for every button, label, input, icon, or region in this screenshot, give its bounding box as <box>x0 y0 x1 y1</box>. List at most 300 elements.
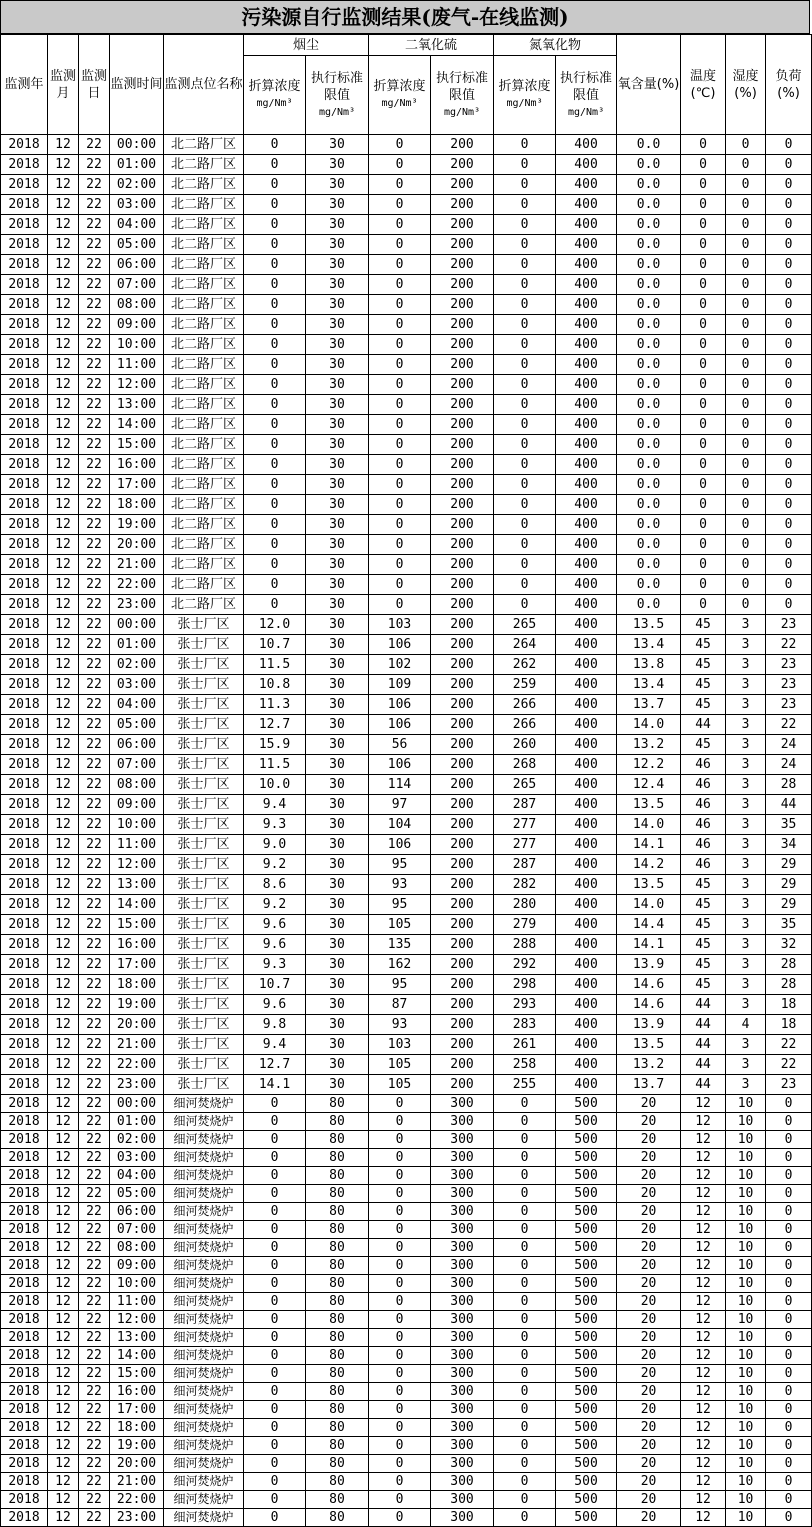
cell-oxygen: 20 <box>617 1419 681 1437</box>
table-row <box>1 835 812 855</box>
cell-oxygen: 0.0 <box>617 575 681 595</box>
table-row <box>1 535 812 555</box>
cell-dust-limit: 80 <box>306 1131 369 1149</box>
header-oxygen: 氧含量(%) <box>617 35 681 135</box>
cell-nox-limit: 400 <box>556 655 617 675</box>
cell-year: 2018 <box>1 975 48 995</box>
cell-humidity: 3 <box>726 1035 766 1055</box>
cell-so2-conc: 103 <box>369 615 431 635</box>
cell-month: 12 <box>48 1383 79 1401</box>
cell-humidity: 0 <box>726 495 766 515</box>
cell-humidity: 0 <box>726 275 766 295</box>
cell-oxygen: 13.5 <box>617 1035 681 1055</box>
cell-day: 22 <box>79 1055 110 1075</box>
cell-month: 12 <box>48 395 79 415</box>
cell-nox-limit: 400 <box>556 455 617 475</box>
cell-dust-limit: 30 <box>306 735 369 755</box>
cell-dust-limit: 80 <box>306 1239 369 1257</box>
cell-humidity: 0 <box>726 375 766 395</box>
cell-nox-limit: 400 <box>556 415 617 435</box>
cell-so2-conc: 0 <box>369 475 431 495</box>
cell-time: 23:00 <box>110 1075 164 1095</box>
table-row <box>1 375 812 395</box>
cell-nox-conc: 0 <box>494 1095 556 1113</box>
cell-so2-limit: 200 <box>431 375 494 395</box>
cell-dust-conc: 0 <box>244 1275 306 1293</box>
cell-humidity: 0 <box>726 395 766 415</box>
cell-humidity: 10 <box>726 1329 766 1347</box>
cell-load: 0 <box>766 1113 812 1131</box>
cell-temperature: 0 <box>681 315 726 335</box>
cell-site: 张士厂区 <box>164 795 244 815</box>
cell-dust-conc: 0 <box>244 255 306 275</box>
cell-dust-conc: 10.8 <box>244 675 306 695</box>
cell-load: 0 <box>766 515 812 535</box>
cell-so2-conc: 0 <box>369 1473 431 1491</box>
cell-day: 22 <box>79 135 110 155</box>
cell-so2-conc: 0 <box>369 1131 431 1149</box>
cell-nox-limit: 400 <box>556 555 617 575</box>
table-row <box>1 875 812 895</box>
cell-oxygen: 12.4 <box>617 775 681 795</box>
cell-load: 22 <box>766 715 812 735</box>
cell-dust-conc: 8.6 <box>244 875 306 895</box>
cell-time: 21:00 <box>110 555 164 575</box>
cell-so2-conc: 93 <box>369 1015 431 1035</box>
cell-so2-conc: 0 <box>369 555 431 575</box>
cell-nox-conc: 0 <box>494 1293 556 1311</box>
cell-dust-limit: 80 <box>306 1167 369 1185</box>
cell-nox-conc: 0 <box>494 1239 556 1257</box>
cell-dust-conc: 0 <box>244 1419 306 1437</box>
table-row <box>1 275 812 295</box>
cell-year: 2018 <box>1 815 48 835</box>
cell-so2-conc: 0 <box>369 1275 431 1293</box>
cell-dust-limit: 30 <box>306 675 369 695</box>
cell-year: 2018 <box>1 275 48 295</box>
cell-site: 张士厂区 <box>164 915 244 935</box>
cell-temperature: 46 <box>681 835 726 855</box>
cell-nox-conc: 277 <box>494 815 556 835</box>
cell-nox-conc: 260 <box>494 735 556 755</box>
cell-dust-limit: 30 <box>306 155 369 175</box>
cell-day: 22 <box>79 1075 110 1095</box>
cell-oxygen: 20 <box>617 1455 681 1473</box>
cell-humidity: 0 <box>726 315 766 335</box>
cell-time: 15:00 <box>110 435 164 455</box>
cell-humidity: 0 <box>726 595 766 615</box>
cell-temperature: 0 <box>681 595 726 615</box>
cell-year: 2018 <box>1 1437 48 1455</box>
cell-nox-conc: 0 <box>494 215 556 235</box>
cell-nox-limit: 400 <box>556 235 617 255</box>
cell-day: 22 <box>79 1419 110 1437</box>
cell-month: 12 <box>48 755 79 775</box>
cell-month: 12 <box>48 895 79 915</box>
cell-site: 北二路厂区 <box>164 255 244 275</box>
table-row <box>1 555 812 575</box>
cell-dust-conc: 0 <box>244 395 306 415</box>
cell-temperature: 44 <box>681 715 726 735</box>
cell-site: 张士厂区 <box>164 1075 244 1095</box>
cell-day: 22 <box>79 735 110 755</box>
cell-nox-limit: 400 <box>556 615 617 635</box>
cell-time: 17:00 <box>110 475 164 495</box>
table-row <box>1 255 812 275</box>
cell-nox-limit: 400 <box>556 515 617 535</box>
cell-site: 细河焚烧炉 <box>164 1509 244 1527</box>
cell-nox-limit: 500 <box>556 1329 617 1347</box>
cell-so2-limit: 200 <box>431 455 494 475</box>
cell-year: 2018 <box>1 775 48 795</box>
cell-month: 12 <box>48 1329 79 1347</box>
cell-time: 07:00 <box>110 755 164 775</box>
cell-year: 2018 <box>1 935 48 955</box>
cell-month: 12 <box>48 775 79 795</box>
cell-site: 张士厂区 <box>164 955 244 975</box>
cell-day: 22 <box>79 395 110 415</box>
cell-load: 0 <box>766 255 812 275</box>
cell-dust-limit: 30 <box>306 395 369 415</box>
cell-dust-limit: 30 <box>306 955 369 975</box>
cell-load: 29 <box>766 895 812 915</box>
cell-time: 06:00 <box>110 735 164 755</box>
cell-time: 01:00 <box>110 1113 164 1131</box>
cell-humidity: 10 <box>726 1311 766 1329</box>
header-so2: 二氧化硫 <box>369 35 494 56</box>
cell-humidity: 10 <box>726 1239 766 1257</box>
cell-temperature: 12 <box>681 1185 726 1203</box>
cell-nox-conc: 0 <box>494 1167 556 1185</box>
table-row <box>1 1329 812 1347</box>
cell-day: 22 <box>79 895 110 915</box>
cell-year: 2018 <box>1 755 48 775</box>
table-row <box>1 855 812 875</box>
cell-load: 23 <box>766 675 812 695</box>
cell-nox-conc: 0 <box>494 535 556 555</box>
limit-label: 执行标准限值 <box>436 70 489 103</box>
cell-oxygen: 13.7 <box>617 695 681 715</box>
cell-dust-conc: 0 <box>244 275 306 295</box>
cell-so2-conc: 0 <box>369 1149 431 1167</box>
cell-temperature: 44 <box>681 995 726 1015</box>
cell-humidity: 10 <box>726 1149 766 1167</box>
cell-nox-limit: 400 <box>556 535 617 555</box>
cell-year: 2018 <box>1 695 48 715</box>
header-year: 监测年 <box>1 35 48 135</box>
conc-label: 折算浓度 <box>373 79 426 94</box>
cell-year: 2018 <box>1 995 48 1015</box>
cell-nox-conc: 0 <box>494 1401 556 1419</box>
table-row <box>1 175 812 195</box>
cell-nox-conc: 0 <box>494 1311 556 1329</box>
cell-load: 0 <box>766 1455 812 1473</box>
cell-day: 22 <box>79 1329 110 1347</box>
cell-day: 22 <box>79 1239 110 1257</box>
cell-nox-conc: 0 <box>494 135 556 155</box>
cell-year: 2018 <box>1 1347 48 1365</box>
cell-temperature: 45 <box>681 915 726 935</box>
cell-day: 22 <box>79 275 110 295</box>
cell-load: 18 <box>766 1015 812 1035</box>
cell-temperature: 45 <box>681 695 726 715</box>
cell-site: 北二路厂区 <box>164 475 244 495</box>
cell-month: 12 <box>48 595 79 615</box>
cell-temperature: 46 <box>681 755 726 775</box>
cell-load: 18 <box>766 995 812 1015</box>
cell-oxygen: 20 <box>617 1167 681 1185</box>
cell-time: 15:00 <box>110 915 164 935</box>
monitoring-table <box>0 34 812 1527</box>
cell-site: 张士厂区 <box>164 835 244 855</box>
cell-time: 03:00 <box>110 195 164 215</box>
table-row <box>1 715 812 735</box>
cell-year: 2018 <box>1 435 48 455</box>
cell-so2-limit: 200 <box>431 615 494 635</box>
cell-dust-conc: 0 <box>244 1491 306 1509</box>
cell-month: 12 <box>48 855 79 875</box>
cell-time: 19:00 <box>110 515 164 535</box>
cell-year: 2018 <box>1 675 48 695</box>
cell-so2-limit: 300 <box>431 1509 494 1527</box>
cell-load: 0 <box>766 395 812 415</box>
cell-so2-limit: 200 <box>431 975 494 995</box>
cell-so2-conc: 105 <box>369 915 431 935</box>
cell-month: 12 <box>48 735 79 755</box>
cell-year: 2018 <box>1 1383 48 1401</box>
cell-temperature: 12 <box>681 1437 726 1455</box>
cell-temperature: 45 <box>681 615 726 635</box>
header-time: 监测时间 <box>110 35 164 135</box>
cell-year: 2018 <box>1 295 48 315</box>
cell-humidity: 10 <box>726 1293 766 1311</box>
cell-year: 2018 <box>1 1149 48 1167</box>
cell-site: 北二路厂区 <box>164 375 244 395</box>
cell-humidity: 0 <box>726 295 766 315</box>
cell-humidity: 3 <box>726 635 766 655</box>
cell-oxygen: 14.0 <box>617 815 681 835</box>
cell-day: 22 <box>79 315 110 335</box>
cell-time: 01:00 <box>110 635 164 655</box>
cell-dust-limit: 80 <box>306 1293 369 1311</box>
cell-so2-limit: 200 <box>431 715 494 735</box>
cell-nox-limit: 500 <box>556 1221 617 1239</box>
cell-so2-conc: 95 <box>369 895 431 915</box>
cell-year: 2018 <box>1 835 48 855</box>
cell-site: 细河焚烧炉 <box>164 1473 244 1491</box>
cell-day: 22 <box>79 675 110 695</box>
cell-dust-limit: 80 <box>306 1401 369 1419</box>
cell-oxygen: 20 <box>617 1509 681 1527</box>
cell-time: 12:00 <box>110 855 164 875</box>
cell-humidity: 0 <box>726 555 766 575</box>
cell-day: 22 <box>79 415 110 435</box>
cell-month: 12 <box>48 695 79 715</box>
cell-oxygen: 20 <box>617 1149 681 1167</box>
cell-time: 05:00 <box>110 235 164 255</box>
cell-oxygen: 14.1 <box>617 835 681 855</box>
cell-nox-limit: 500 <box>556 1239 617 1257</box>
cell-temperature: 45 <box>681 655 726 675</box>
cell-time: 07:00 <box>110 275 164 295</box>
cell-nox-conc: 0 <box>494 1275 556 1293</box>
cell-so2-limit: 200 <box>431 355 494 375</box>
cell-year: 2018 <box>1 1185 48 1203</box>
cell-nox-conc: 280 <box>494 895 556 915</box>
cell-site: 张士厂区 <box>164 1055 244 1075</box>
cell-load: 0 <box>766 215 812 235</box>
cell-nox-limit: 500 <box>556 1419 617 1437</box>
cell-dust-limit: 30 <box>306 175 369 195</box>
cell-year: 2018 <box>1 535 48 555</box>
cell-year: 2018 <box>1 1203 48 1221</box>
cell-day: 22 <box>79 975 110 995</box>
cell-humidity: 3 <box>726 675 766 695</box>
cell-year: 2018 <box>1 1419 48 1437</box>
cell-month: 12 <box>48 355 79 375</box>
cell-nox-conc: 255 <box>494 1075 556 1095</box>
cell-temperature: 12 <box>681 1203 726 1221</box>
cell-day: 22 <box>79 155 110 175</box>
cell-oxygen: 0.0 <box>617 175 681 195</box>
cell-dust-limit: 80 <box>306 1491 369 1509</box>
cell-dust-limit: 30 <box>306 875 369 895</box>
cell-temperature: 0 <box>681 555 726 575</box>
cell-nox-conc: 259 <box>494 675 556 695</box>
cell-month: 12 <box>48 815 79 835</box>
cell-oxygen: 0.0 <box>617 375 681 395</box>
cell-nox-conc: 279 <box>494 915 556 935</box>
cell-dust-conc: 9.8 <box>244 1015 306 1035</box>
cell-load: 0 <box>766 1365 812 1383</box>
cell-so2-limit: 300 <box>431 1419 494 1437</box>
cell-year: 2018 <box>1 375 48 395</box>
cell-month: 12 <box>48 1455 79 1473</box>
cell-month: 12 <box>48 1203 79 1221</box>
cell-year: 2018 <box>1 955 48 975</box>
cell-dust-limit: 30 <box>306 755 369 775</box>
cell-nox-conc: 0 <box>494 1149 556 1167</box>
cell-site: 张士厂区 <box>164 1015 244 1035</box>
cell-temperature: 0 <box>681 495 726 515</box>
cell-so2-limit: 300 <box>431 1185 494 1203</box>
cell-nox-limit: 400 <box>556 695 617 715</box>
cell-dust-conc: 0 <box>244 575 306 595</box>
cell-time: 03:00 <box>110 1149 164 1167</box>
cell-day: 22 <box>79 815 110 835</box>
cell-humidity: 3 <box>726 755 766 775</box>
cell-year: 2018 <box>1 1035 48 1055</box>
cell-dust-conc: 9.2 <box>244 895 306 915</box>
cell-month: 12 <box>48 1015 79 1035</box>
table-row <box>1 1167 812 1185</box>
cell-time: 05:00 <box>110 1185 164 1203</box>
cell-load: 0 <box>766 1437 812 1455</box>
cell-site: 张士厂区 <box>164 895 244 915</box>
cell-nox-conc: 0 <box>494 235 556 255</box>
cell-month: 12 <box>48 1275 79 1293</box>
cell-oxygen: 13.5 <box>617 795 681 815</box>
table-row <box>1 515 812 535</box>
cell-dust-conc: 0 <box>244 135 306 155</box>
cell-humidity: 10 <box>726 1113 766 1131</box>
table-row <box>1 315 812 335</box>
cell-load: 0 <box>766 135 812 155</box>
cell-nox-conc: 264 <box>494 635 556 655</box>
cell-year: 2018 <box>1 155 48 175</box>
cell-so2-limit: 200 <box>431 235 494 255</box>
cell-month: 12 <box>48 1185 79 1203</box>
cell-nox-conc: 277 <box>494 835 556 855</box>
cell-nox-limit: 400 <box>556 995 617 1015</box>
cell-humidity: 3 <box>726 1075 766 1095</box>
cell-month: 12 <box>48 475 79 495</box>
cell-oxygen: 0.0 <box>617 535 681 555</box>
cell-oxygen: 20 <box>617 1257 681 1275</box>
cell-year: 2018 <box>1 475 48 495</box>
cell-so2-conc: 93 <box>369 875 431 895</box>
cell-site: 北二路厂区 <box>164 535 244 555</box>
cell-dust-conc: 0 <box>244 1239 306 1257</box>
cell-dust-conc: 0 <box>244 1203 306 1221</box>
cell-temperature: 12 <box>681 1095 726 1113</box>
cell-humidity: 0 <box>726 535 766 555</box>
cell-year: 2018 <box>1 1131 48 1149</box>
cell-temperature: 0 <box>681 295 726 315</box>
cell-temperature: 12 <box>681 1401 726 1419</box>
cell-nox-conc: 0 <box>494 255 556 275</box>
table-row <box>1 415 812 435</box>
cell-oxygen: 0.0 <box>617 295 681 315</box>
cell-month: 12 <box>48 195 79 215</box>
cell-humidity: 3 <box>726 695 766 715</box>
cell-nox-conc: 0 <box>494 375 556 395</box>
cell-nox-conc: 0 <box>494 1113 556 1131</box>
cell-so2-conc: 0 <box>369 1203 431 1221</box>
cell-month: 12 <box>48 635 79 655</box>
cell-so2-limit: 200 <box>431 855 494 875</box>
cell-month: 12 <box>48 715 79 735</box>
cell-year: 2018 <box>1 735 48 755</box>
cell-load: 0 <box>766 1185 812 1203</box>
cell-humidity: 10 <box>726 1437 766 1455</box>
cell-nox-limit: 400 <box>556 575 617 595</box>
cell-so2-conc: 162 <box>369 955 431 975</box>
cell-nox-limit: 400 <box>556 735 617 755</box>
cell-so2-conc: 0 <box>369 1293 431 1311</box>
cell-day: 22 <box>79 1455 110 1473</box>
cell-humidity: 0 <box>726 575 766 595</box>
cell-load: 22 <box>766 1035 812 1055</box>
cell-dust-conc: 0 <box>244 1167 306 1185</box>
cell-so2-conc: 0 <box>369 595 431 615</box>
cell-site: 北二路厂区 <box>164 235 244 255</box>
table-row <box>1 1035 812 1055</box>
cell-oxygen: 13.5 <box>617 875 681 895</box>
cell-dust-limit: 30 <box>306 335 369 355</box>
cell-humidity: 3 <box>726 735 766 755</box>
cell-humidity: 10 <box>726 1221 766 1239</box>
cell-day: 22 <box>79 1383 110 1401</box>
cell-temperature: 12 <box>681 1113 726 1131</box>
cell-nox-limit: 500 <box>556 1113 617 1131</box>
cell-so2-conc: 56 <box>369 735 431 755</box>
cell-temperature: 12 <box>681 1419 726 1437</box>
cell-nox-limit: 400 <box>556 335 617 355</box>
cell-temperature: 0 <box>681 175 726 195</box>
cell-so2-limit: 300 <box>431 1491 494 1509</box>
cell-dust-conc: 9.0 <box>244 835 306 855</box>
